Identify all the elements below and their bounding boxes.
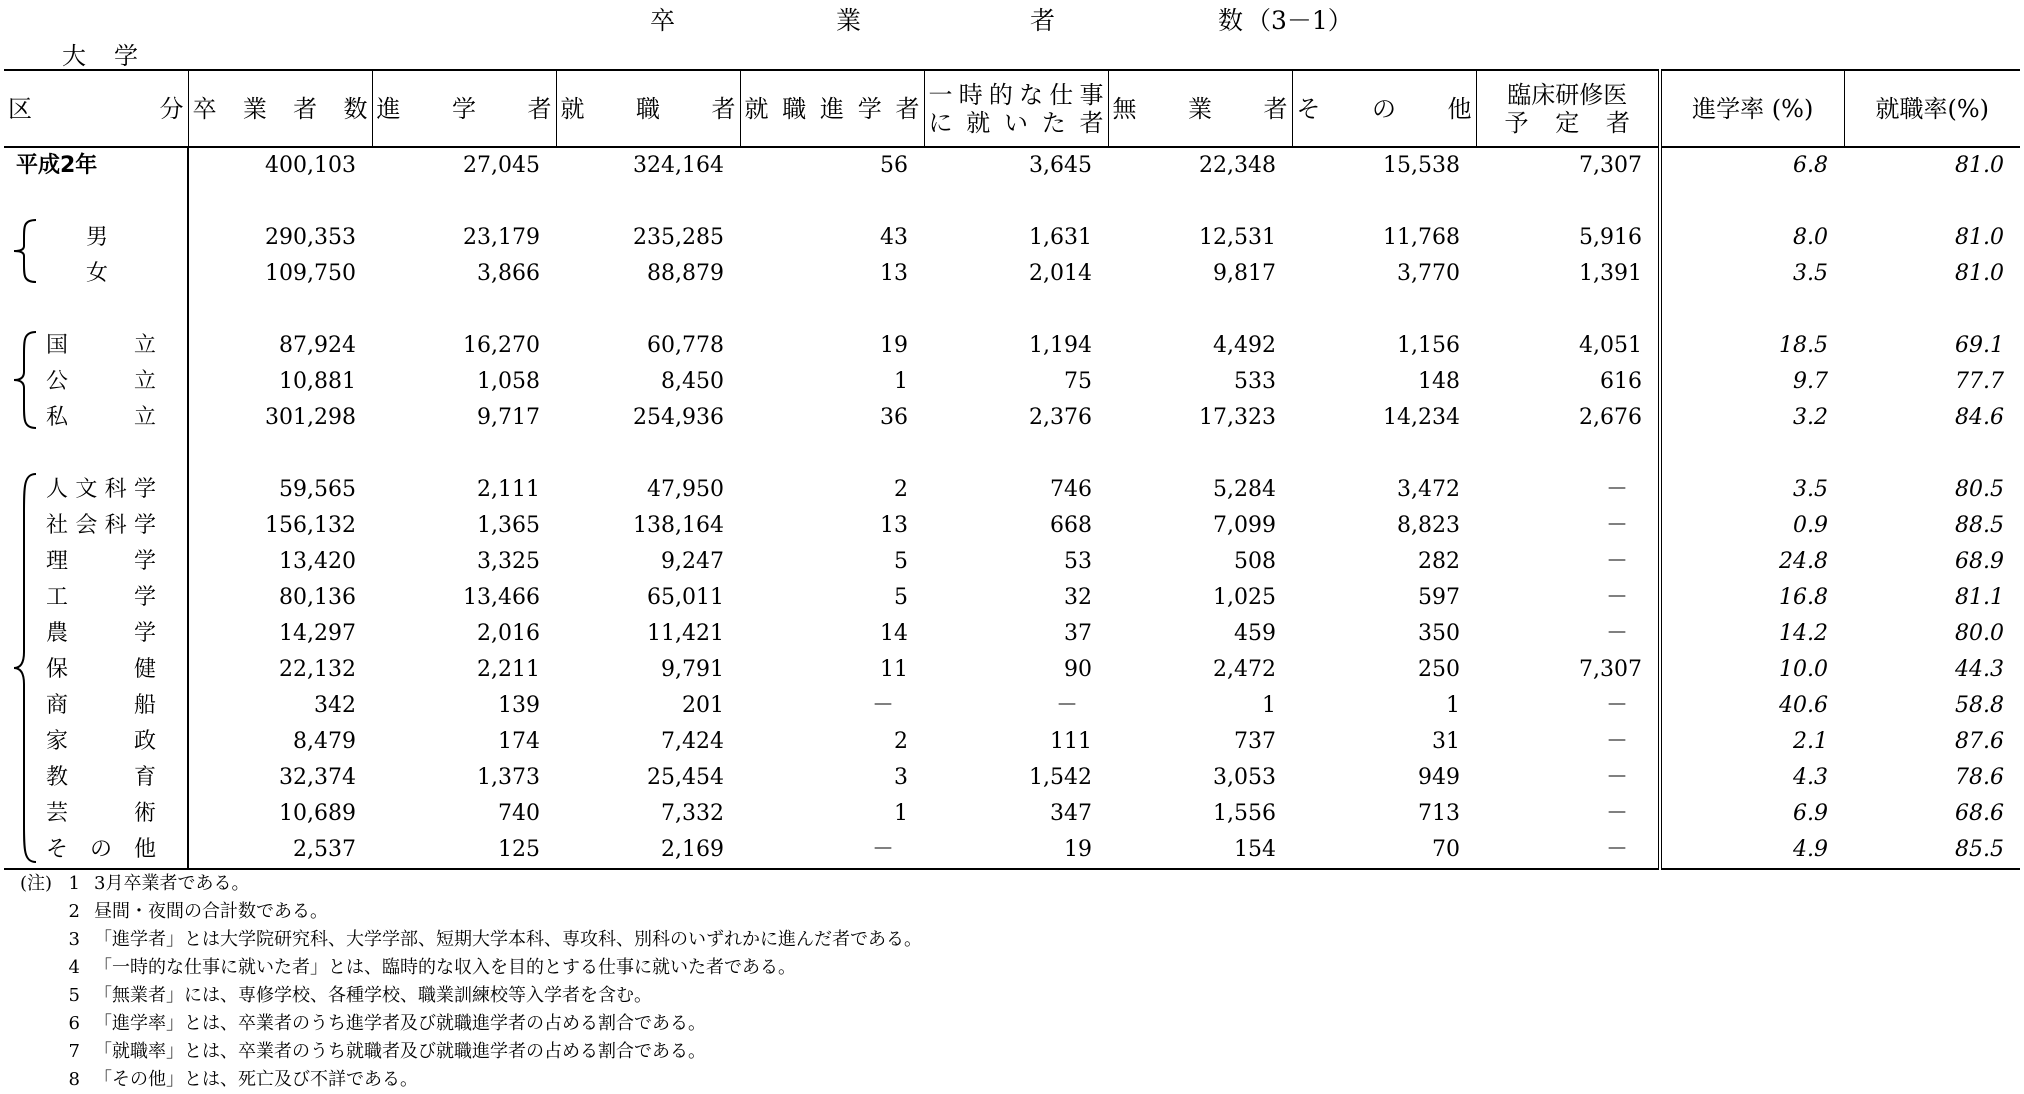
table-cell: 1,391 — [1476, 256, 1660, 292]
table-cell: 7,307 — [1476, 147, 1660, 184]
table-cell: 81.0 — [1955, 153, 2004, 178]
column-header — [4, 70, 188, 147]
table-cell: 18.5 — [1779, 333, 1828, 358]
header-row — [4, 70, 2020, 147]
table-cell: 58.8 — [1955, 693, 2004, 718]
table-cell: 713 — [1418, 801, 1460, 826]
spacer-row — [4, 292, 2020, 328]
table-cell: － — [1476, 580, 1660, 616]
table-cell: － — [871, 693, 894, 718]
table-cell: 77.7 — [1955, 369, 2004, 394]
table-cell: 8,450 — [661, 369, 724, 394]
table-cell: 347 — [1050, 801, 1092, 826]
table-cell: 13,420 — [279, 549, 356, 574]
row-label: 人 文 科 学 — [4, 472, 188, 508]
column-header-label: そ の 他 — [1296, 94, 1472, 123]
table-cell: 459 — [1234, 621, 1276, 646]
table-cell: 14 — [880, 621, 908, 646]
table-cell: 616 — [1476, 364, 1660, 400]
table-cell: 9,247 — [661, 549, 724, 574]
graduates-table — [4, 69, 2020, 870]
note-text: 昼間・夜間の合計数である。 — [94, 901, 328, 922]
table-cell: 81.0 — [1955, 261, 2004, 286]
table-cell: 23,179 — [463, 225, 540, 250]
table-cell: 16,270 — [463, 333, 540, 358]
title-char: 数 — [1218, 6, 1244, 35]
table-cell: － — [1476, 724, 1660, 760]
row-label: 私 立 — [4, 400, 188, 436]
table-cell: 740 — [498, 801, 540, 826]
table-row — [4, 400, 2020, 436]
table-cell: 36 — [880, 405, 908, 430]
table-cell: 1,025 — [1213, 585, 1276, 610]
note-number: 7 — [68, 1041, 80, 1062]
table-cell: 53 — [1064, 549, 1092, 574]
column-header-line: 一 時 的 な 仕 事 — [928, 80, 1104, 109]
table-cell: 282 — [1418, 549, 1460, 574]
column-header — [1844, 70, 2020, 147]
table-cell: 3,645 — [1029, 153, 1092, 178]
table-cell: 47,950 — [647, 477, 724, 502]
brace-gender-icon — [10, 218, 40, 284]
table-title — [0, 4, 2024, 38]
table-cell: 1,058 — [477, 369, 540, 394]
note-text: 3月卒業者である。 — [94, 873, 250, 894]
table-cell: － — [1476, 688, 1660, 724]
table-cell: 87.6 — [1955, 729, 2004, 754]
table-cell: 85.5 — [1844, 832, 2020, 869]
title-char: 卒 — [650, 6, 676, 35]
table-cell: 5,916 — [1476, 220, 1660, 256]
table-cell: 3,770 — [1397, 261, 1460, 286]
brace-field-icon — [10, 472, 40, 864]
table-row — [4, 652, 2020, 688]
table-cell: 111 — [1050, 729, 1092, 754]
table-cell: 1 — [894, 801, 908, 826]
table-cell: － — [1476, 616, 1660, 652]
note-text: 「就職率」とは、卒業者のうち就職者及び就職進学者の占める割合である。 — [94, 1041, 706, 1062]
table-row — [4, 508, 2020, 544]
table-cell: 2,376 — [1029, 405, 1092, 430]
table-cell: 17,323 — [1199, 405, 1276, 430]
row-label: 平成2年 — [4, 147, 188, 184]
column-header-line: 臨床研修医 — [1507, 80, 1628, 109]
table-row — [4, 364, 2020, 400]
title-char: 業 — [836, 6, 862, 35]
notes-label: (注) — [20, 873, 53, 894]
table-cell: 3,325 — [477, 549, 540, 574]
table-cell: 13,466 — [463, 585, 540, 610]
table-cell: － — [1476, 544, 1660, 580]
table-cell: 400,103 — [265, 153, 356, 178]
row-label: 国 立 — [4, 328, 188, 364]
table-cell: 2 — [894, 477, 908, 502]
table-cell: 65,011 — [647, 585, 724, 610]
table-cell: 8,823 — [1397, 513, 1460, 538]
column-header — [740, 70, 924, 147]
table-cell: 138,164 — [633, 513, 724, 538]
table-cell: 32,374 — [279, 765, 356, 790]
table-cell: 139 — [498, 693, 540, 718]
table-cell: 44.3 — [1955, 657, 2004, 682]
column-header-label: 就職率(%) — [1875, 94, 1990, 123]
table-cell: 88.5 — [1955, 513, 2004, 538]
table-cell: 10,881 — [279, 369, 356, 394]
note-item — [20, 1066, 922, 1094]
table-cell: 69.1 — [1955, 333, 2004, 358]
table-cell: 2,014 — [1029, 261, 1092, 286]
row-label: 教 育 — [4, 760, 188, 796]
table-cell: 8.0 — [1793, 225, 1828, 250]
table-cell: 88,879 — [647, 261, 724, 286]
table-cell: 4.3 — [1793, 765, 1828, 790]
note-text: 「一時的な仕事に就いた者」とは、臨時的な収入を目的とする仕事に就いた者である。 — [94, 957, 796, 978]
table-cell: 737 — [1234, 729, 1276, 754]
table-cell: 40.6 — [1779, 693, 1828, 718]
table-cell: 301,298 — [265, 405, 356, 430]
table-cell: 10,689 — [279, 801, 356, 826]
table-cell: 2.1 — [1793, 729, 1828, 754]
table-cell: 84.6 — [1955, 405, 2004, 430]
table-cell: 1 — [1446, 693, 1460, 718]
row-label: 農 学 — [4, 616, 188, 652]
table-cell: 1,365 — [477, 513, 540, 538]
note-number: 6 — [68, 1013, 80, 1034]
note-number: 1 — [68, 873, 80, 894]
row-label: 女 — [4, 256, 188, 292]
table-cell: 70 — [1292, 832, 1476, 869]
table-cell: 2,472 — [1213, 657, 1276, 682]
table-cell: 32 — [1064, 585, 1092, 610]
table-cell: 5 — [894, 549, 908, 574]
column-header-line: 予 定 者 — [1504, 108, 1630, 137]
row-label: 商 船 — [4, 688, 188, 724]
table-cell: 1,556 — [1213, 801, 1276, 826]
table-cell: 746 — [1050, 477, 1092, 502]
column-header — [1476, 70, 1660, 147]
table-row — [4, 544, 2020, 580]
table-body — [4, 147, 2020, 869]
table-row — [4, 472, 2020, 508]
table-cell: 3,472 — [1397, 477, 1460, 502]
table-cell: 80.0 — [1955, 621, 2004, 646]
note-text: 「その他」とは、死亡及び不詳である。 — [94, 1069, 418, 1090]
table-cell: 9.7 — [1793, 369, 1828, 394]
note-number: 3 — [68, 929, 80, 950]
table-cell: 13 — [880, 261, 908, 286]
column-header — [188, 70, 372, 147]
table-cell: 5,284 — [1213, 477, 1276, 502]
note-item — [20, 1038, 922, 1066]
table-cell: － — [1476, 472, 1660, 508]
table-cell: 16.8 — [1779, 585, 1828, 610]
table-cell: 90 — [1064, 657, 1092, 682]
table-cell: 174 — [498, 729, 540, 754]
row-label: 芸 術 — [4, 796, 188, 832]
title-char: 者 — [1030, 6, 1056, 35]
note-text: 「進学者」とは大学院研究科、大学学部、短期大学本科、専攻科、別科のいずれかに進んだ者である。 — [94, 929, 922, 950]
row-label: そ の 他 — [4, 832, 188, 869]
table-row — [4, 328, 2020, 364]
table-cell: 2,211 — [477, 657, 540, 682]
table-cell: 59,565 — [279, 477, 356, 502]
note-text: 「無業者」には、専修学校、各種学校、職業訓練校等入学者を含む。 — [94, 985, 652, 1006]
note-item — [20, 954, 922, 982]
table-cell: 24.8 — [1779, 549, 1828, 574]
table-cell: 1 — [894, 369, 908, 394]
row-label: 保 健 — [4, 652, 188, 688]
column-header-label: 区 分 — [8, 94, 184, 123]
table-cell: 78.6 — [1955, 765, 2004, 790]
table-cell: 31 — [1432, 729, 1460, 754]
table-cell: 11 — [880, 657, 908, 682]
table-cell: 8,479 — [293, 729, 356, 754]
column-header-line: に 就 い た 者 — [928, 108, 1104, 137]
table-cell: 533 — [1234, 369, 1276, 394]
table-row — [4, 256, 2020, 292]
note-item — [20, 1010, 922, 1038]
table-cell: 125 — [372, 832, 556, 869]
note-text: 「進学率」とは、卒業者のうち進学者及び就職進学者の占める割合である。 — [94, 1013, 706, 1034]
table-cell: 7,332 — [661, 801, 724, 826]
table-cell: 14,297 — [279, 621, 356, 646]
table-cell: 13 — [880, 513, 908, 538]
table-cell: 597 — [1418, 585, 1460, 610]
table-cell: 7,424 — [661, 729, 724, 754]
table-cell: 949 — [1418, 765, 1460, 790]
table-cell: 3,053 — [1213, 765, 1276, 790]
table-cell: 81.0 — [1955, 225, 2004, 250]
column-header-label: 無 業 者 — [1112, 94, 1288, 123]
table-cell: 290,353 — [265, 225, 356, 250]
table-cell: 154 — [1108, 832, 1292, 869]
table-cell: 201 — [682, 693, 724, 718]
table-cell: 3.5 — [1793, 477, 1828, 502]
table-cell: 11,768 — [1383, 225, 1460, 250]
note-item — [20, 982, 922, 1010]
table-cell: 12,531 — [1199, 225, 1276, 250]
table-cell: 156,132 — [265, 513, 356, 538]
table-row — [4, 760, 2020, 796]
note-item — [20, 898, 922, 926]
table-cell: 43 — [880, 225, 908, 250]
table-cell: 2,676 — [1476, 400, 1660, 436]
table-cell: 3,866 — [477, 261, 540, 286]
table-cell: 75 — [1064, 369, 1092, 394]
table-cell: 2,537 — [188, 832, 372, 869]
row-label: 社 会 科 学 — [4, 508, 188, 544]
table-row — [4, 220, 2020, 256]
table-cell: 81.1 — [1955, 585, 2004, 610]
column-header-label: 就 職 進 学 者 — [744, 94, 920, 123]
table-cell: 668 — [1050, 513, 1092, 538]
table-cell: 2 — [894, 729, 908, 754]
table-cell: 7,307 — [1476, 652, 1660, 688]
table-cell: 14.2 — [1779, 621, 1828, 646]
table-cell: 60,778 — [647, 333, 724, 358]
table-cell: 9,791 — [661, 657, 724, 682]
spacer-row — [4, 184, 2020, 220]
table-cell: 15,538 — [1383, 153, 1460, 178]
column-header-label: 就 職 者 — [560, 94, 736, 123]
table-cell: 27,045 — [463, 153, 540, 178]
table-cell: 109,750 — [265, 261, 356, 286]
row-label: 家 政 — [4, 724, 188, 760]
column-header-label: 進学率 (%) — [1692, 94, 1814, 123]
table-cell: － — [1055, 693, 1078, 718]
table-cell: 4.9 — [1660, 832, 1844, 869]
table-cell: 56 — [880, 153, 908, 178]
note-number: 2 — [68, 901, 80, 922]
table-cell: － — [1476, 760, 1660, 796]
table-cell: 2,169 — [556, 832, 740, 869]
column-header-label: 進 学 者 — [376, 94, 552, 123]
table-cell: 22,132 — [279, 657, 356, 682]
table-cell: 1 — [1262, 693, 1276, 718]
table-cell: 1,542 — [1029, 765, 1092, 790]
table-row — [4, 147, 2020, 184]
table-cell: 4,051 — [1476, 328, 1660, 364]
table-cell: 235,285 — [633, 225, 724, 250]
table-cell: 350 — [1418, 621, 1460, 646]
table-cell: 87,924 — [279, 333, 356, 358]
column-header — [1292, 70, 1476, 147]
column-header — [1660, 70, 1844, 147]
row-label: 公 立 — [4, 364, 188, 400]
table-cell: 6.9 — [1793, 801, 1828, 826]
note-number: 8 — [68, 1069, 80, 1090]
table-cell: 3.5 — [1793, 261, 1828, 286]
brace-establishment-icon — [10, 330, 40, 430]
table-row — [4, 796, 2020, 832]
table-subtitle: 大学 — [62, 42, 166, 70]
table-cell: 1,631 — [1029, 225, 1092, 250]
table-cell: 1,373 — [477, 765, 540, 790]
table-cell: 14,234 — [1383, 405, 1460, 430]
table-cell: 148 — [1418, 369, 1460, 394]
table-cell: 6.8 — [1793, 153, 1828, 178]
table-cell: 324,164 — [633, 153, 724, 178]
table-cell: 22,348 — [1199, 153, 1276, 178]
table-cell: 5 — [894, 585, 908, 610]
table-cell: 37 — [1064, 621, 1092, 646]
table-cell: 2,016 — [477, 621, 540, 646]
spacer-row — [4, 436, 2020, 472]
table-cell: 2,111 — [477, 477, 540, 502]
table-cell: 250 — [1418, 657, 1460, 682]
table-cell: 19 — [880, 333, 908, 358]
table-cell: 25,454 — [647, 765, 724, 790]
table-cell: 11,421 — [647, 621, 724, 646]
column-header — [556, 70, 740, 147]
table-cell: 1,194 — [1029, 333, 1092, 358]
table-row — [4, 832, 2020, 869]
table-row — [4, 616, 2020, 652]
table-cell: 3 — [894, 765, 908, 790]
table-cell: 80,136 — [279, 585, 356, 610]
table-cell: 0.9 — [1793, 513, 1828, 538]
table-row — [4, 724, 2020, 760]
table-cell: － — [740, 832, 924, 869]
table-cell: 342 — [314, 693, 356, 718]
table-cell: 4,492 — [1213, 333, 1276, 358]
table-cell: 1,156 — [1397, 333, 1460, 358]
column-header-label: 卒 業 者 数 — [192, 94, 368, 123]
title-suffix: （3－1） — [1246, 6, 1353, 35]
table-cell: － — [1476, 508, 1660, 544]
note-number: 5 — [68, 985, 80, 1006]
table-cell: 68.9 — [1955, 549, 2004, 574]
table-cell: 9,817 — [1213, 261, 1276, 286]
row-label: 工 学 — [4, 580, 188, 616]
notes-section — [20, 870, 922, 1094]
table-cell: 254,936 — [633, 405, 724, 430]
table-cell: 19 — [924, 832, 1108, 869]
table-row — [4, 688, 2020, 724]
row-label: 理 学 — [4, 544, 188, 580]
table-cell: 508 — [1234, 549, 1276, 574]
column-header — [924, 70, 1108, 147]
note-number: 4 — [68, 957, 80, 978]
table-row — [4, 580, 2020, 616]
table-cell: 3.2 — [1793, 405, 1828, 430]
table-cell: 68.6 — [1955, 801, 2004, 826]
table-cell: － — [1476, 796, 1660, 832]
note-item — [20, 926, 922, 954]
row-label: 男 — [4, 220, 188, 256]
column-header — [1108, 70, 1292, 147]
note-item — [20, 870, 922, 898]
table-cell: 7,099 — [1213, 513, 1276, 538]
table-cell: － — [1476, 832, 1660, 869]
table-cell: 80.5 — [1955, 477, 2004, 502]
table-cell: 9,717 — [477, 405, 540, 430]
table-cell: 10.0 — [1779, 657, 1828, 682]
column-header — [372, 70, 556, 147]
